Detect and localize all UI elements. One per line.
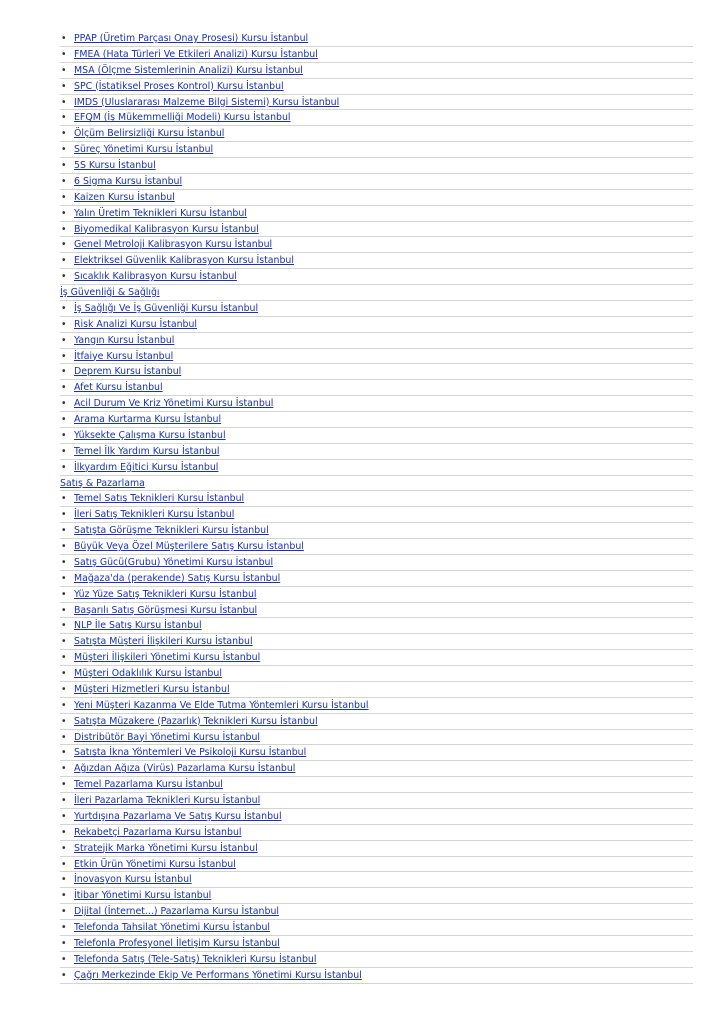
list-item [60, 888, 693, 904]
list-item [60, 491, 693, 507]
list-item [60, 745, 693, 761]
bullet-icon: • [61, 810, 67, 822]
bullet-icon: • [61, 429, 67, 441]
course-link[interactable]: Müşteri İlişkileri Yönetimi Kursu İstanbul [74, 652, 261, 664]
bullet-icon: • [61, 271, 67, 283]
list-item [60, 507, 693, 523]
bullet-icon: • [61, 906, 67, 918]
course-link[interactable]: Risk Analizi Kursu İstanbul [74, 318, 198, 330]
list-item [60, 349, 693, 365]
bullet-icon: • [61, 33, 67, 44]
list-item [60, 269, 693, 285]
bullet-icon: • [61, 525, 67, 537]
bullet-icon: • [61, 160, 67, 171]
bullet-icon: • [61, 652, 67, 664]
list-item [60, 555, 693, 571]
course-link[interactable]: Satışta Müzakere (Pazarlık) Teknikleri Kursu İstanbul [74, 715, 318, 727]
course-link[interactable]: Biyomedikal Kalibrasyon Kursu İstanbul [74, 223, 259, 235]
list-item [60, 95, 693, 111]
bullet-icon: • [61, 96, 67, 108]
list-item [60, 142, 693, 158]
list-item [60, 174, 693, 190]
course-link[interactable]: Kaizen Kursu İstanbul [74, 191, 175, 203]
bullet-icon: • [61, 207, 67, 219]
list-item [60, 31, 693, 47]
course-link[interactable]: 5S Kursu İstanbul [74, 160, 156, 171]
list-item [60, 968, 693, 984]
list-item [60, 301, 693, 317]
bullet-icon: • [61, 668, 67, 679]
bullet-icon: • [61, 191, 67, 203]
course-link[interactable]: Stratejik Marka Yönetimi Kursu İstanbul [74, 842, 258, 854]
list-item [60, 206, 693, 222]
list-item [60, 412, 693, 428]
bullet-icon: • [61, 223, 67, 235]
list-item [60, 63, 693, 79]
course-link[interactable]: Telefonla Profesyonel İletişim Kursu İstanbul [74, 937, 280, 949]
bullet-icon: • [61, 842, 67, 854]
course-link[interactable]: Telefonda Tahsilat Yönetimi Kursu İstanbul [74, 922, 270, 933]
course-link[interactable]: Büyük Veya Özel Müşterilere Satış Kursu İstanbul [74, 541, 304, 552]
course-link[interactable]: Temel Satış Teknikleri Kursu İstanbul [74, 493, 245, 505]
course-link[interactable]: IMDS (Uluslararası Malzeme Bilgi Sistemi) Kursu İstanbul [74, 96, 340, 108]
bullet-icon: • [61, 588, 67, 600]
bullet-icon: • [61, 620, 67, 632]
bullet-icon: • [61, 556, 67, 568]
course-link[interactable]: Yüksekte Çalışma Kursu İstanbul [74, 429, 226, 441]
course-link[interactable]: Satışta İkna Yöntemleri Ve Psikoloji Kursu İstanbul [74, 747, 307, 759]
course-link[interactable]: Yalın Üretim Teknikleri Kursu İstanbul [74, 207, 247, 219]
bullet-icon: • [61, 128, 67, 140]
list-item [60, 47, 693, 63]
course-link[interactable]: İş Sağlığı Ve İş Güvenliği Kursu İstanbul [74, 302, 259, 314]
list-item [60, 158, 693, 174]
course-link[interactable]: Telefonda Satış (Tele-Satış) Teknikleri Kursu İstanbul [74, 953, 317, 965]
bullet-icon: • [61, 239, 67, 251]
course-link[interactable]: Süreç Yönetimi Kursu İstanbul [74, 144, 214, 156]
bullet-icon: • [61, 350, 67, 362]
course-link[interactable]: PPAP (Üretim Parçası Onay Prosesi) Kursu İstanbul [74, 33, 309, 44]
course-link[interactable]: Elektriksel Güvenlik Kalibrasyon Kursu İstanbul [74, 255, 294, 267]
section-heading[interactable] [60, 476, 693, 492]
course-link[interactable]: Temel Pazarlama Kursu İstanbul [74, 779, 223, 791]
course-link[interactable]: Distribütör Bayi Yönetimi Kursu İstanbul [74, 731, 261, 743]
course-link[interactable]: İlkyardım Eğitici Kursu İstanbul [74, 461, 219, 473]
bullet-icon: • [61, 255, 67, 267]
list-item [60, 809, 693, 825]
bullet-icon: • [61, 366, 67, 378]
bullet-icon: • [61, 572, 67, 584]
list-item [60, 666, 693, 682]
bullet-icon: • [61, 493, 67, 505]
course-link[interactable]: İleri Satış Teknikleri Kursu İstanbul [74, 509, 235, 521]
course-link[interactable]: 6 Sigma Kursu İstanbul [74, 175, 183, 187]
list-item [60, 79, 693, 95]
course-link[interactable]: SPC (İstatiksel Proses Kontrol) Kursu İstanbul [74, 80, 284, 92]
bullet-icon: • [61, 731, 67, 743]
list-item [60, 618, 693, 634]
bullet-icon: • [61, 715, 67, 727]
course-link[interactable]: İtfaiye Kursu İstanbul [74, 350, 174, 362]
list-item [60, 872, 693, 888]
list-item [60, 571, 693, 587]
list-item [60, 650, 693, 666]
bullet-icon: • [61, 334, 67, 346]
course-link[interactable]: Satışta Müşteri İlişkileri Kursu İstanbul [74, 636, 253, 648]
course-link[interactable]: EFQM (İş Mükemmelliği Modeli) Kursu İstanbul [74, 112, 291, 124]
bullet-icon: • [61, 80, 67, 92]
course-link[interactable]: Müşteri Hizmetleri Kursu İstanbul [74, 683, 230, 695]
bullet-icon: • [61, 953, 67, 965]
bullet-icon: • [61, 795, 67, 806]
list-item [60, 317, 693, 333]
list-item [60, 444, 693, 460]
bullet-icon: • [61, 445, 67, 457]
course-link[interactable]: Ölçüm Belirsizliği Kursu İstanbul [74, 128, 225, 140]
course-link[interactable]: FMEA (Hata Türleri Ve Etkileri Analizi) Kursu İstanbul [74, 48, 318, 60]
list-item [60, 523, 693, 539]
list-item [60, 333, 693, 349]
bullet-icon: • [61, 48, 67, 60]
list-item [60, 253, 693, 269]
bullet-icon: • [61, 937, 67, 949]
bullet-icon: • [61, 922, 67, 933]
list-item [60, 126, 693, 142]
course-link[interactable]: İnovasyon Kursu İstanbul [74, 874, 192, 886]
bullet-icon: • [61, 382, 67, 394]
bullet-icon: • [61, 826, 67, 838]
course-link[interactable]: Dijital (İnternet...) Pazarlama Kursu İstanbul [74, 906, 279, 918]
course-link[interactable]: Genel Metroloji Kalibrasyon Kursu İstanbul [74, 239, 273, 251]
list-item [60, 460, 693, 476]
list-item [60, 904, 693, 920]
course-link[interactable]: Temel İlk Yardım Kursu İstanbul [74, 445, 220, 457]
list-item [60, 777, 693, 793]
bullet-icon: • [61, 890, 67, 902]
list-item [60, 952, 693, 968]
bullet-icon: • [61, 747, 67, 759]
course-link[interactable]: Mağaza'da (perakende) Satış Kursu İstanbul [74, 572, 281, 584]
bullet-icon: • [61, 144, 67, 156]
course-link[interactable]: MSA (Ölçme Sistemlerinin Analizi) Kursu İstanbul [74, 64, 303, 76]
course-list-document [60, 31, 693, 984]
bullet-icon: • [61, 461, 67, 473]
course-link[interactable]: Etkin Ürün Yönetimi Kursu İstanbul [74, 858, 236, 870]
list-item [60, 761, 693, 777]
course-link[interactable]: Afet Kursu İstanbul [74, 382, 163, 394]
course-link[interactable]: Çağrı Merkezinde Ekip Ve Performans Yönetimi Kursu İstanbul [74, 969, 362, 981]
bullet-icon: • [61, 541, 67, 552]
list-item [60, 841, 693, 857]
bullet-icon: • [61, 874, 67, 886]
course-link[interactable]: Arama Kurtarma Kursu İstanbul [74, 414, 222, 425]
bullet-icon: • [61, 64, 67, 76]
list-item [60, 730, 693, 746]
list-item [60, 714, 693, 730]
course-link[interactable]: Deprem Kursu İstanbul [74, 366, 182, 378]
list-item [60, 428, 693, 444]
list-item [60, 793, 693, 809]
course-link[interactable]: Yeni Müşteri Kazanma Ve Elde Tutma Yöntemleri Kursu İstanbul [74, 699, 369, 711]
bullet-icon: • [61, 398, 67, 410]
bullet-icon: • [61, 779, 67, 791]
list-item [60, 587, 693, 603]
bullet-icon: • [61, 318, 67, 330]
bullet-icon: • [61, 302, 67, 314]
course-link[interactable]: Ağızdan Ağıza (Virüs) Pazarlama Kursu İstanbul [74, 763, 296, 775]
bullet-icon: • [61, 683, 67, 695]
section-heading-label[interactable]: İş Güvenliği & Sağlığı [60, 287, 160, 298]
list-item [60, 825, 693, 841]
bullet-icon: • [61, 414, 67, 425]
course-link[interactable]: Yurtdışına Pazarlama Ve Satış Kursu İstanbul [74, 810, 282, 822]
bullet-icon: • [61, 969, 67, 981]
course-link[interactable]: Başarılı Satış Görüşmesi Kursu İstanbul [74, 604, 258, 616]
bullet-icon: • [61, 699, 67, 711]
bullet-icon: • [61, 858, 67, 870]
bullet-icon: • [61, 636, 67, 648]
list-item [60, 857, 693, 873]
course-link[interactable]: Sıcaklık Kalibrasyon Kursu İstanbul [74, 271, 237, 283]
bullet-icon: • [61, 763, 67, 775]
bullet-icon: • [61, 509, 67, 521]
list-item [60, 237, 693, 253]
list-item [60, 380, 693, 396]
list-item [60, 539, 693, 555]
section-heading-label[interactable]: Satış & Pazarlama [60, 477, 145, 489]
bullet-icon: • [61, 604, 67, 616]
course-link[interactable]: Rekabetçi Pazarlama Kursu İstanbul [74, 826, 242, 838]
section-heading[interactable] [60, 285, 693, 301]
course-link[interactable]: Satışta Görüşme Teknikleri Kursu İstanbul [74, 525, 269, 537]
course-link[interactable]: Acil Durum Ve Kriz Yönetimi Kursu İstanbul [74, 398, 274, 410]
course-link[interactable]: NLP İle Satış Kursu İstanbul [74, 620, 202, 632]
course-link[interactable]: Satış Gücü(Grubu) Yönetimi Kursu İstanbul [74, 556, 274, 568]
course-link[interactable]: Yangın Kursu İstanbul [74, 334, 175, 346]
bullet-icon: • [61, 112, 67, 124]
course-link[interactable]: İtibar Yönetimi Kursu İstanbul [74, 890, 212, 902]
list-item [60, 920, 693, 936]
list-item [60, 634, 693, 650]
course-link[interactable]: Müşteri Odaklılık Kursu İstanbul [74, 668, 222, 679]
course-link[interactable]: Yüz Yüze Satış Teknikleri Kursu İstanbul [74, 588, 257, 600]
list-item [60, 396, 693, 412]
course-link[interactable]: İleri Pazarlama Teknikleri Kursu İstanbul [74, 795, 261, 806]
list-item [60, 110, 693, 126]
list-item [60, 936, 693, 952]
list-item [60, 190, 693, 206]
list-item [60, 603, 693, 619]
list-item [60, 682, 693, 698]
list-item [60, 222, 693, 238]
bullet-icon: • [61, 175, 67, 187]
list-item [60, 364, 693, 380]
list-item [60, 698, 693, 714]
